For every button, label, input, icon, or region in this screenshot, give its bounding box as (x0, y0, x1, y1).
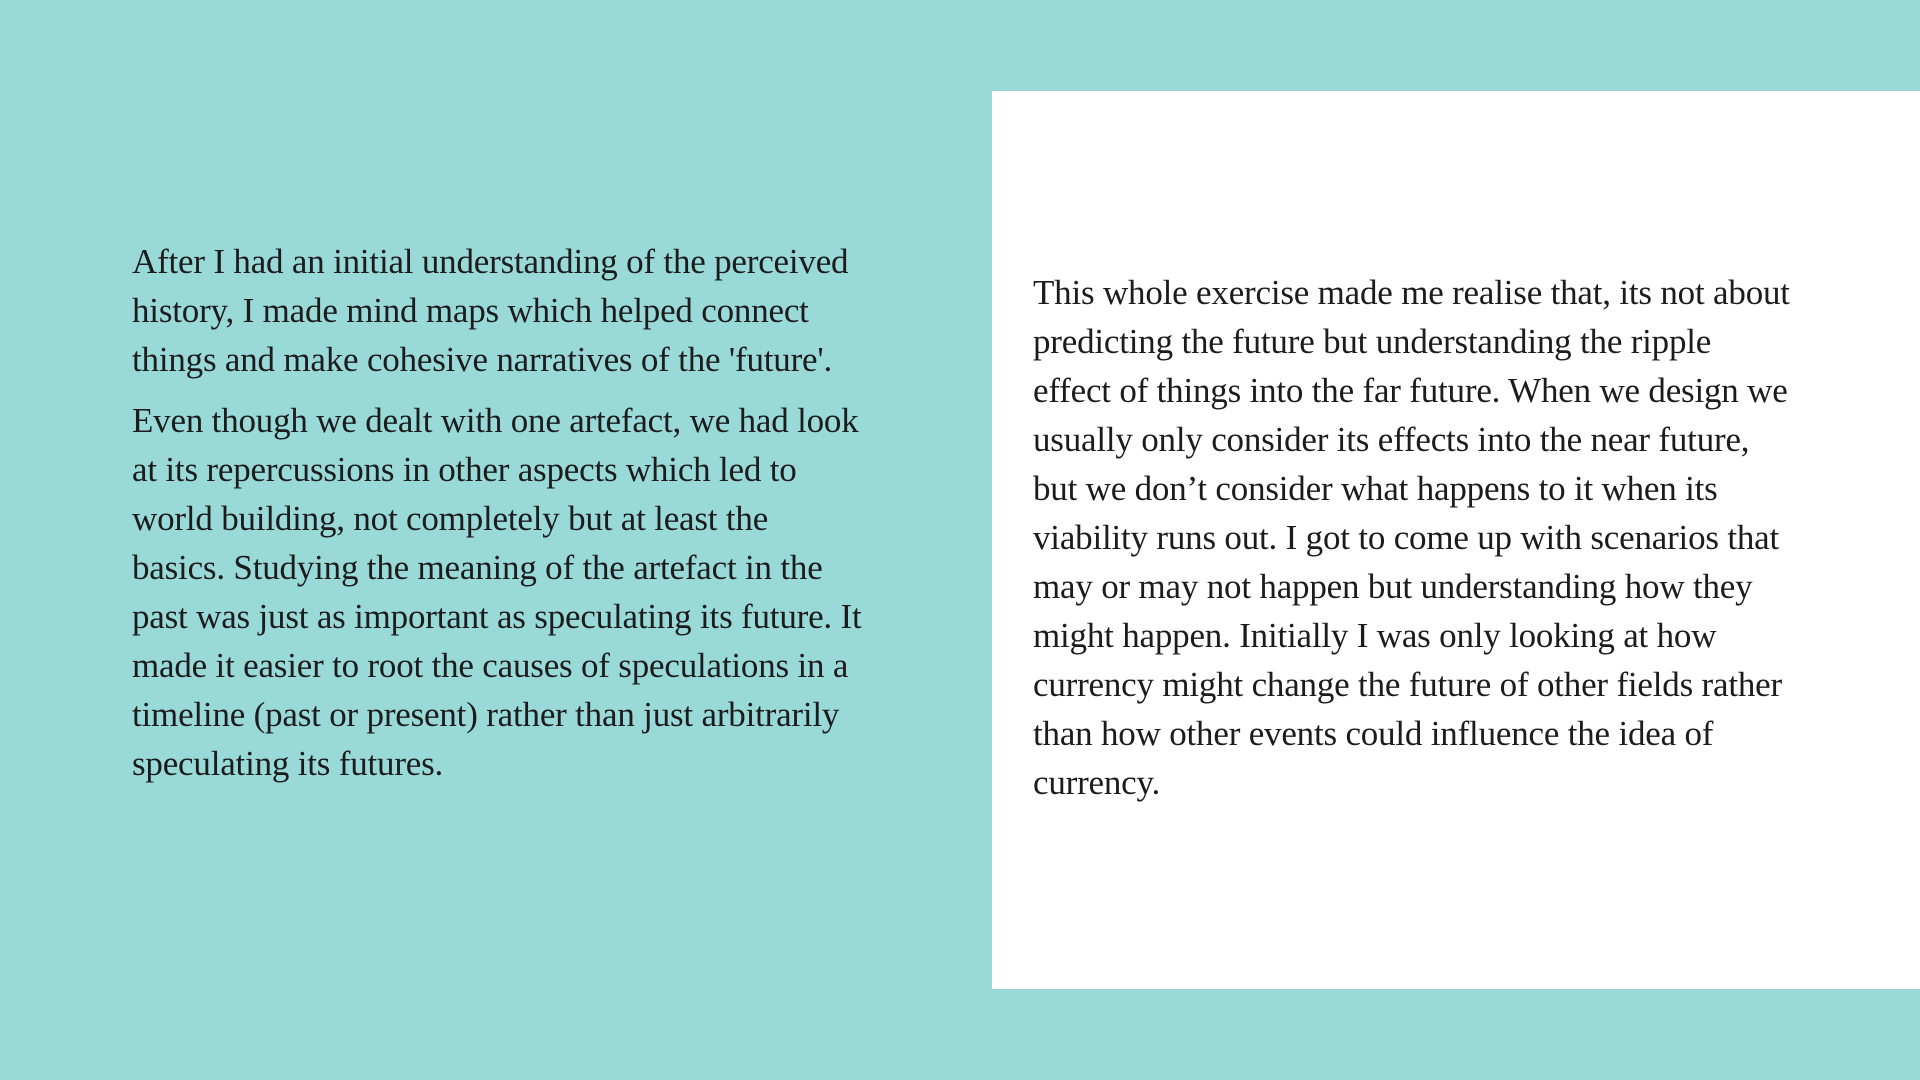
right-paragraph-1: This whole exercise made me realise that, its not about predicting the future but understanding the ripple effect of things into the far future. When we design we usually only consider its effects into the near future, but we don’t consider what happens to it when its viability runs out. I got to come up with scenarios that may or may not happen but understanding how they might happen. Initially I was only looking at how currency might change the future of other fields rather than how other events could influence the idea of currency. (1033, 273, 1790, 802)
right-text-column (1033, 268, 1793, 807)
left-paragraph-1: After I had an initial understanding of the perceived history, I made mind maps which helped connect things and make cohesive narratives of the 'future'. (132, 242, 849, 379)
left-paragraph-2: Even though we dealt with one artefact, we had look at its repercussions in other aspects which led to world building, not completely but at least the basics. Studying the meaning of the artefact in the past was just as important as speculating its future. It made it easier to root the causes of speculations in a timeline (past or present) rather than just arbitrarily speculating its futures. (132, 401, 862, 783)
left-text-column (132, 237, 867, 800)
